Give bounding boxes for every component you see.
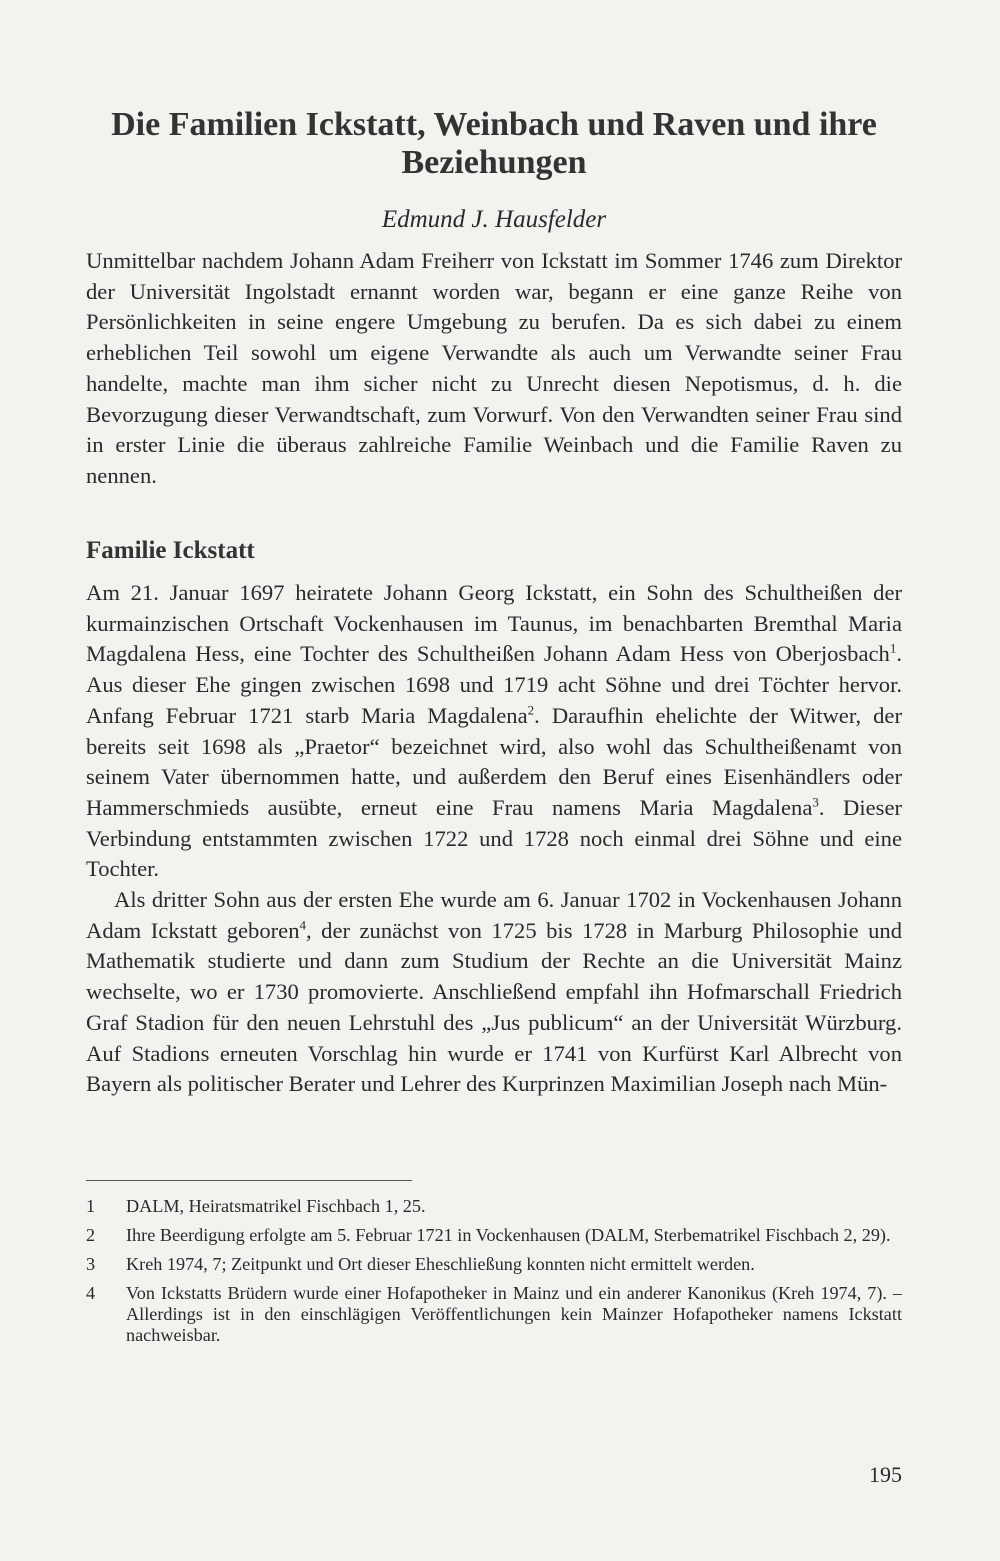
footnote-number: 4 — [86, 1283, 96, 1303]
footnote-number: 1 — [86, 1196, 96, 1216]
footnote — [86, 1254, 902, 1275]
footnote-text: DALM, Heiratsmatrikel Fischbach 1, 25. — [126, 1196, 426, 1216]
footnote-text: Ihre Beerdigung erfolgte am 5. Februar 1721 in Vockenhausen (DALM, Sterbematrikel Fischbach 2, 29). — [126, 1225, 891, 1245]
paragraph-text: . Daraufhin ehelichte der Witwer, der bereits seit 1698 als „Praetor“ bezeichnet wird, also wohl das Schultheißenamt von seinem Vater übernommen hatte, und außerdem den Beruf eines Eisenhändlers oder Hammerschmieds ausübte, erneut eine Frau namens Maria Magdalena — [86, 702, 902, 820]
paragraph-text: . Dieser Verbindung entstammten zwischen 1722 und 1728 noch einmal drei Söhne und eine Tochter. — [86, 794, 903, 882]
paragraph-text: , der zunächst von 1725 bis 1728 in Marburg Philosophie und Mathematik studierte und dann zum Studium der Rechte an die Universität Mainz wechselte, wo er 1730 promovierte. Anschließend empfahl ihn Hofmarschall Friedrich Graf Stadion für den neuen Lehrstuhl des „Jus publicum“ an der Universität Würzburg. Auf Stadions erneuten Vorschlag hin wurde er 1741 von Kurfürst Karl Albrecht von Bayern als politischer Berater und Lehrer des Kurprinzen Maximilian Joseph nach Mün- — [86, 917, 902, 1097]
section-paragraph-2 — [86, 885, 902, 1100]
footnote — [86, 1196, 902, 1217]
footnote-ref-1[interactable]: 1 — [889, 640, 897, 656]
intro-paragraph: Unmittelbar nachdem Johann Adam Freiherr von Ickstatt im Sommer 1746 zum Direktor der Universität Ingolstadt ernannt worden war, begann er eine ganze Reihe von Persönlichkeiten in seine engere Umgebung zu berufen. Da es sich dabei zu einem erheblichen Teil sowohl um eigene Verwandte als auch um Verwandte seiner Frau handelte, machte man ihm sicher nicht zu Unrecht diesen Nepotismus, d. h. die Bevorzugung dieser Verwandtschaft, zum Vorwurf. Von den Verwandten seiner Frau sind in erster Linie die überaus zahlreiche Familie Weinbach und die Familie Raven zu nennen. — [86, 248, 902, 488]
footnote-number: 3 — [86, 1254, 96, 1274]
article-author: Edmund J. Hausfelder — [381, 206, 607, 233]
section-paragraph-1 — [86, 578, 902, 885]
footnote — [86, 1283, 902, 1346]
paragraph-text: Als dritter Sohn aus der ersten Ehe wurde am 6. Januar 1702 in Vockenhausen Johann Adam Ickstatt geboren — [86, 887, 902, 943]
footnote-ref-4[interactable]: 4 — [299, 917, 306, 933]
article-title: Die Familien Ickstatt, Weinbach und Raven und ihre Beziehungen — [111, 106, 877, 181]
footnote-text: Kreh 1974, 7; Zeitpunkt und Ort dieser Eheschließung konnten nicht ermittelt werden. — [126, 1254, 755, 1274]
paragraph-text: . Aus dieser Ehe gingen zwischen 1698 und 1719 acht Söhne und drei Töchter hervor. Anfang Februar 1721 starb Maria Magdalena — [86, 641, 902, 728]
book-page — [86, 0, 902, 1561]
footnote-divider — [86, 1180, 412, 1181]
footnote-number: 2 — [86, 1225, 96, 1245]
footnote-ref-3[interactable]: 3 — [812, 794, 819, 810]
paragraph-text: Am 21. Januar 1697 heiratete Johann Georg Ickstatt, ein Sohn des Schultheißen der kurmainzischen Ortschaft Vockenhausen im Taunus, im benachbarten Bremthal Maria Magdalena Hess, eine Tochter des Schultheißen Johann Adam Hess von Oberjosbach — [86, 580, 902, 667]
footnote-ref-2[interactable]: 2 — [527, 702, 535, 718]
footnote-text: Von Ickstatts Brüdern wurde einer Hofapotheker in Mainz und ein anderer Kanonikus (Kreh 1974, 7). – Allerdings ist in den einschlägigen Veröffentlichungen kein Mainzer Hofapotheker namens Ickstatt nachweisbar. — [126, 1283, 902, 1345]
section-body — [86, 578, 902, 1100]
page-number: 195 — [869, 1462, 902, 1487]
footnote — [86, 1225, 902, 1246]
footnotes — [86, 1196, 902, 1354]
section-heading: Familie Ickstatt — [86, 537, 255, 564]
